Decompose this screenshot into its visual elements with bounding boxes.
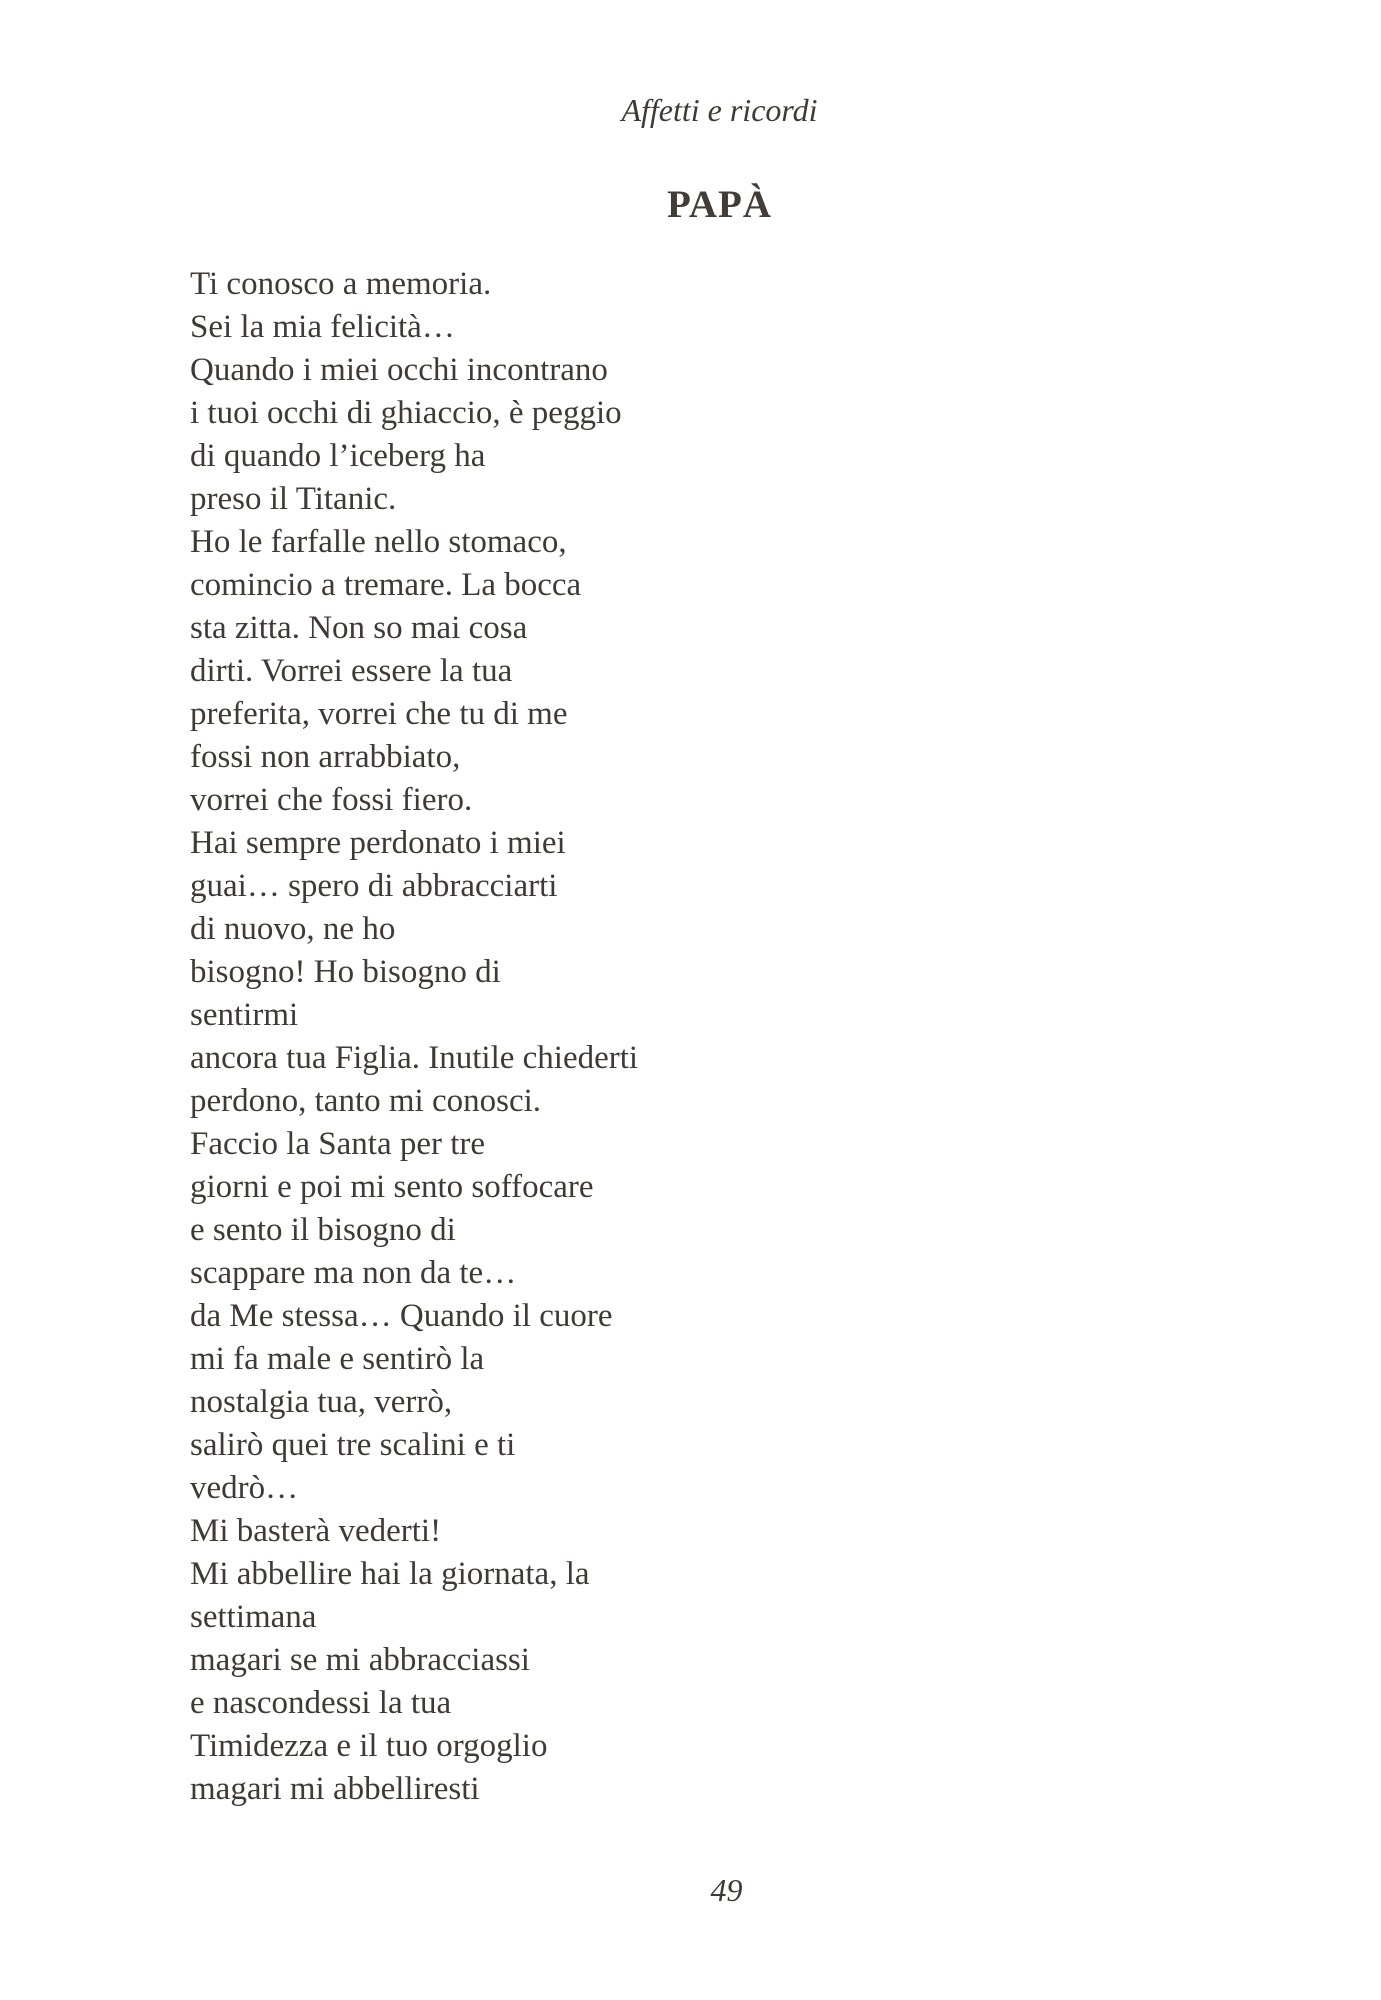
poem-line: fossi non arrabbiato, [190, 739, 461, 775]
poem-line: sta zitta. Non so mai cosa [190, 610, 528, 646]
poem-title-text: PAPÀ [666, 183, 773, 226]
poem-line: comincio a tremare. La bocca [190, 567, 582, 603]
poem-title [0, 184, 1381, 227]
poem-body [190, 263, 1321, 1811]
poem-line: magari mi abbelliresti [190, 1771, 480, 1807]
poem-line: e nascondessi la tua [190, 1685, 452, 1721]
poem-line: Mi abbellire hai la giornata, la [190, 1556, 590, 1592]
poem-line: Faccio la Santa per tre [190, 1126, 486, 1162]
poem-line: di quando l’iceberg ha [190, 438, 486, 474]
poem-line: dirti. Vorrei essere la tua [190, 653, 513, 689]
poem-line: di nuovo, ne ho [190, 911, 396, 947]
poem-line: Ho le farfalle nello stomaco, [190, 524, 567, 560]
running-header-text: Affetti e ricordi [621, 92, 818, 128]
poem-line: magari se mi abbracciassi [190, 1642, 530, 1678]
poem-line: da Me stessa… Quando il cuore [190, 1298, 613, 1334]
poem-line: Timidezza e il tuo orgoglio [190, 1728, 548, 1764]
poem-line: Ti conosco a memoria. [190, 266, 492, 302]
poem-line: ancora tua Figlia. Inutile chiederti [190, 1040, 639, 1076]
poem-line: Hai sempre perdonato i miei [190, 825, 566, 861]
poem-line: settimana [190, 1599, 317, 1635]
running-header [0, 93, 1381, 128]
poem-line: preferita, vorrei che tu di me [190, 696, 568, 732]
poem-line: vedrò… [190, 1470, 299, 1506]
page-number [0, 1872, 1381, 1909]
poem-line: sentirmi [190, 997, 299, 1033]
poem-line: Mi basterà vederti! [190, 1513, 442, 1549]
poem-line: bisogno! Ho bisogno di [190, 954, 501, 990]
poem-line: Sei la mia felicità… [190, 309, 455, 345]
poem-line: nostalgia tua, verrò, [190, 1384, 453, 1420]
poem-line: vorrei che fossi fiero. [190, 782, 473, 818]
poem-line: scappare ma non da te… [190, 1255, 517, 1291]
poem-line: giorni e poi mi sento soffocare [190, 1169, 594, 1205]
poem-line: i tuoi occhi di ghiaccio, è peggio [190, 395, 622, 431]
poem-line: salirò quei tre scalini e ti [190, 1427, 516, 1463]
poem-line: perdono, tanto mi conosci. [190, 1083, 542, 1119]
page-number-text: 49 [710, 1872, 743, 1908]
poem-line: e sento il bisogno di [190, 1212, 456, 1248]
poem-line: guai… spero di abbracciarti [190, 868, 558, 904]
poem-line: Quando i miei occhi incontrano [190, 352, 608, 388]
poem-line: mi fa male e sentirò la [190, 1341, 485, 1377]
poem-line: preso il Titanic. [190, 481, 397, 517]
